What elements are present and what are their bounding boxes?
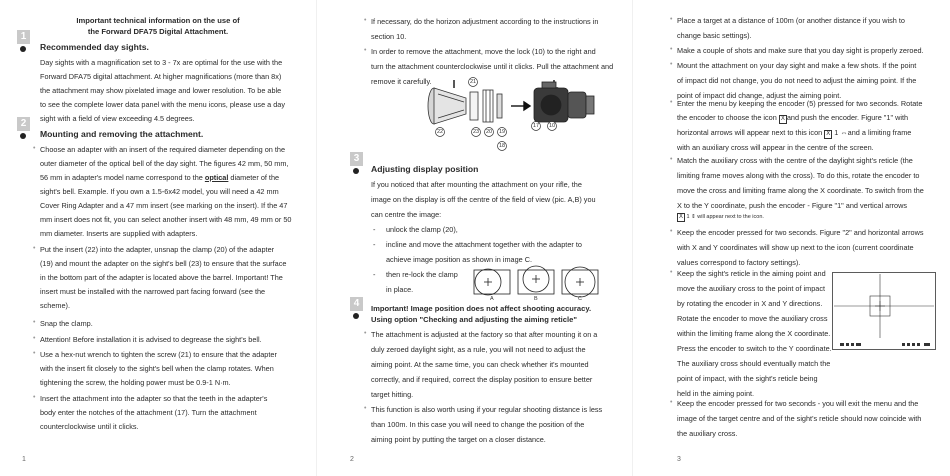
text-line: with an auxiliary cross will appear in the centre of the screen.: [677, 143, 874, 152]
text-line: Put the insert (22) into the adapter, unsnap the clamp (20) of the adapter: [40, 245, 275, 254]
text-line: [40, 173, 279, 182]
text-span: the encoder to choose the icon: [677, 113, 779, 122]
text-line: remove it carefully.: [371, 77, 432, 86]
callout-22: 22: [437, 129, 444, 135]
picture-b: [518, 266, 554, 294]
text-line: The auxiliary cross should eventually match the: [677, 359, 831, 368]
bullet: •: [33, 145, 36, 152]
text-line: Keep the encoder pressed for two seconds. Figure "2" and horizontal arrows: [677, 228, 924, 237]
page-1: [0, 0, 316, 476]
text-line: In order to remove the attachment, move the lock (10) to the right and: [371, 47, 596, 56]
text-line: by rotating the encoder in X and Y directions.: [677, 299, 823, 308]
text-line: mm diameter. Inserts are supplied with adapters.: [40, 229, 198, 238]
important-note: Important! Image position does not affect shooting accuracy.: [371, 304, 592, 313]
bullet: •: [364, 405, 367, 412]
text-span: and push the encoder. Figure "1" with: [786, 113, 909, 122]
text-line: aiming point. At the same time, you can check whether it's mounted: [371, 360, 589, 369]
text-line: point of impact did change, adjust the aiming point.: [677, 91, 842, 100]
page-3: [632, 0, 950, 476]
text-line: sight's bell. Example. If you own a 1.5-6x42 model, you will need a 42 mm: [40, 187, 279, 196]
step-line: incline and move the attachment together with the adapter to: [386, 240, 582, 249]
page-number: 2: [350, 456, 354, 463]
zeroing-icon: X: [826, 131, 831, 137]
text-line: Attention! Before installation it is advised to degrease the sight's bell.: [40, 335, 262, 344]
text-line: Use a hex-nut wrench to tighten the screw (21) to ensure that the adapter: [40, 350, 277, 359]
step-line: in place.: [386, 285, 414, 294]
text-line: the auxiliary cross.: [677, 429, 738, 438]
page-number: 3: [677, 456, 681, 463]
text-line: aiming point by putting the target on a closer distance.: [371, 435, 546, 444]
text-line: change basic settings).: [677, 31, 752, 40]
heading-mounting: Mounting and removing the attachment.: [40, 129, 204, 139]
text-line: to see the complete lower data panel with the menu icons, please use a day: [40, 100, 286, 109]
step-line: achieve image position as shown in image C.: [386, 255, 533, 264]
text-line: outer diameter of the optical bell of the day sight. The figures 42 mm, 50 mm,: [40, 159, 289, 168]
text-line: Keep the sight's reticle in the aiming point and: [677, 269, 826, 278]
section-dot: [20, 46, 26, 52]
text-line: This function is also worth using if your regular shooting distance is less: [371, 405, 603, 414]
manual-title-line1: Important technical information on the use of: [76, 16, 240, 25]
bullet: •: [33, 335, 36, 342]
callout-21: 21: [470, 79, 477, 85]
text-line: target hitting.: [371, 390, 414, 399]
digital-attachment-body: [534, 82, 594, 122]
bullet: •: [364, 47, 367, 54]
section-tab-1: 1: [17, 30, 30, 44]
heading-recommended-sights: Recommended day sights.: [40, 42, 149, 52]
heading-display-position: Adjusting display position: [371, 164, 479, 174]
text-line: Choose an adapter with an insert of the required diameter depending on the: [40, 145, 286, 154]
text-line: Match the auxiliary cross with the centre of the daylight sight's reticle (the: [677, 156, 913, 165]
text-line: turn the attachment counterclockwise until it clicks. Pull the attachment and: [371, 62, 614, 71]
dash: -: [373, 270, 376, 279]
text-line: can centre the image:: [371, 210, 442, 219]
text-line: body enter the notches of the attachment (17). Turn the attachment: [40, 408, 257, 417]
text-line: Cover Ring Adapter and a 47 mm insert (see marking on the insert). If the 47: [40, 201, 288, 210]
bullet: •: [364, 330, 367, 337]
text-line: within the limiting frame along the X coordinate.: [677, 329, 831, 338]
text-line: held in the aiming point.: [677, 389, 755, 398]
text-line: correctly, and if required, correct the display position to ensure better: [371, 375, 593, 384]
callout-18: 18: [499, 143, 506, 149]
text-line: sight with a field of view exceeding 4.5 degrees.: [40, 114, 195, 123]
section-dot: [353, 168, 359, 174]
section-tab-4: 4: [350, 297, 363, 311]
text-line: counterclockwise until it clicks.: [40, 422, 139, 431]
page-2: [316, 0, 632, 476]
text-line: The attachment is adjusted at the factory so that after mounting it on a: [371, 330, 598, 339]
text-span: 1 ⇕ will appear next to the icon.: [685, 214, 764, 220]
page-number: 1: [22, 456, 26, 463]
heading-aiming-reticle: Using option "Checking and adjusting the aiming reticle": [371, 315, 577, 324]
zeroing-icon: X: [780, 116, 785, 122]
adapter-parts: [470, 90, 502, 122]
picture-label-c: C: [578, 296, 582, 302]
bullet: •: [670, 99, 673, 106]
zeroing-icon: X: [679, 214, 684, 220]
callout-10: 10: [549, 123, 556, 129]
picture-label-b: B: [534, 296, 538, 302]
dash: -: [373, 240, 376, 249]
bullet: •: [670, 156, 673, 163]
text-line: Rotate the encoder to move the auxiliary cross: [677, 314, 828, 323]
text-line: point of impact, with the sight's reticle being: [677, 374, 818, 383]
text-line: limiting frame moves along with the cross). To do this, rotate the encoder to: [677, 171, 920, 180]
callout-19: 19: [499, 129, 506, 135]
section-tab-3: 3: [350, 152, 363, 166]
text-line: tightening the screw, the holding power must be 0.9-1 N·m.: [40, 378, 231, 387]
section-tab-2: 2: [17, 117, 30, 131]
picture-c: [562, 267, 598, 297]
text-line: than 100m. In this case you will need to change the position of the: [371, 420, 585, 429]
text-line: Day sights with a magnification set to 3 - 7x are optimal for the use with the: [40, 58, 283, 67]
manual-title-line2: the Forward DFA75 Digital Attachment.: [87, 27, 229, 36]
text-line: Forward DFA75 digital attachment. At higher magnifications (more than 8x): [40, 72, 282, 81]
text-line: Make a couple of shots and make sure that you day sight is properly zeroed.: [677, 46, 924, 55]
text-line: (19) and mount the adapter on the sight's bell (23) to ensure that the surface: [40, 259, 287, 268]
text-line: section 10.: [371, 32, 407, 41]
text-line: X to the Y coordinate, push the encoder - Figure "1" and vertical arrows: [677, 201, 908, 210]
text-line: Enter the menu by keeping the encoder (5) pressed for two seconds. Rotate: [677, 99, 923, 108]
text-span: 1 ⇔and a limiting frame: [832, 128, 912, 137]
section-dot: [20, 133, 26, 139]
bullet: •: [670, 61, 673, 68]
text-line: [677, 213, 764, 222]
text-line: Place a target at a distance of 100m (or another distance if you wish to: [677, 16, 905, 25]
callout-23: 23: [473, 129, 480, 135]
text-line: with the insert fit closely to the sight's bell when the clamp rotates. When: [40, 364, 274, 373]
text-line: Insert the attachment into the adapter so that the teeth in the adapter's: [40, 394, 268, 403]
dash: -: [373, 225, 376, 234]
text-line: Snap the clamp.: [40, 319, 93, 328]
bullet: •: [33, 350, 36, 357]
bullet: •: [670, 46, 673, 53]
mounting-diagram: [426, 74, 616, 156]
text-line: scheme).: [40, 301, 71, 310]
text-line: [677, 128, 911, 139]
bullet: •: [364, 17, 367, 24]
text-line: values correspond to factory settings).: [677, 258, 801, 267]
bullet: •: [670, 16, 673, 23]
bullet: •: [670, 269, 673, 276]
text-line: If necessary, do the horizon adjustment according to the instructions in: [371, 17, 599, 26]
text-line: move the cross and limiting frame along the X coordinate. To switch from the: [677, 186, 924, 195]
text-line: with X and Y coordinates will show up next to the icon (current coordinate: [677, 243, 914, 252]
text-line: Mount the attachment on your day sight and make a few shots. If the point: [677, 61, 917, 70]
text-line: mm insert does not fit, you can select another insert with 48 mm, 49 mm or 50: [40, 215, 292, 224]
text-line: insert must be installed with the narrowed part facing forward (see the: [40, 287, 266, 296]
attachment-eyepiece-illustration: [428, 88, 466, 124]
text-line: image on the display is off the centre of the field of view (pic. A,B) you: [371, 195, 596, 204]
picture-label-a: A: [490, 296, 494, 302]
text-line: image of the target centre and of the sight's reticle should now coincide with: [677, 414, 922, 423]
picture-a: [474, 269, 510, 295]
step-line: then re-lock the clamp: [386, 270, 458, 279]
text-line: duly zeroed daylight sight, as a rule, you will not need to adjust the: [371, 345, 586, 354]
text-line: in the bottom part of the adapter is located above the barrel. Important! The: [40, 273, 283, 282]
text-line: [677, 113, 908, 124]
text-line: If you noticed that after mounting the attachment on your rifle, the: [371, 180, 582, 189]
display-screen-illustration: [832, 272, 936, 350]
callout-20: 20: [486, 129, 493, 135]
section-dot: [353, 313, 359, 319]
text-line: Keep the encoder pressed for two seconds - you will exit the menu and the: [677, 399, 919, 408]
text-line: the attachment may show pixelated image and lower resolution. To be able: [40, 86, 282, 95]
bullet: •: [33, 394, 36, 401]
callout-17: 17: [533, 123, 540, 129]
text-line: Press the encoder to switch to the Y coordinate.: [677, 344, 832, 353]
text-span: horizontal arrows will appear next to this icon: [677, 128, 825, 137]
bullet: •: [670, 399, 673, 406]
bullet: •: [670, 228, 673, 235]
text-span: 56 mm in adapter's model name correspond to the: [40, 173, 205, 182]
text-span: diameter of the: [228, 173, 280, 182]
text-line: of impact did not change, you do not need to adjust the aiming point. If the: [677, 76, 917, 85]
step-line: unlock the clamp (20),: [386, 225, 458, 234]
bullet: •: [33, 319, 36, 326]
optical-emphasis: optical: [204, 173, 229, 182]
bullet: •: [33, 245, 36, 252]
text-line: move the auxiliary cross to the point of impact: [677, 284, 826, 293]
